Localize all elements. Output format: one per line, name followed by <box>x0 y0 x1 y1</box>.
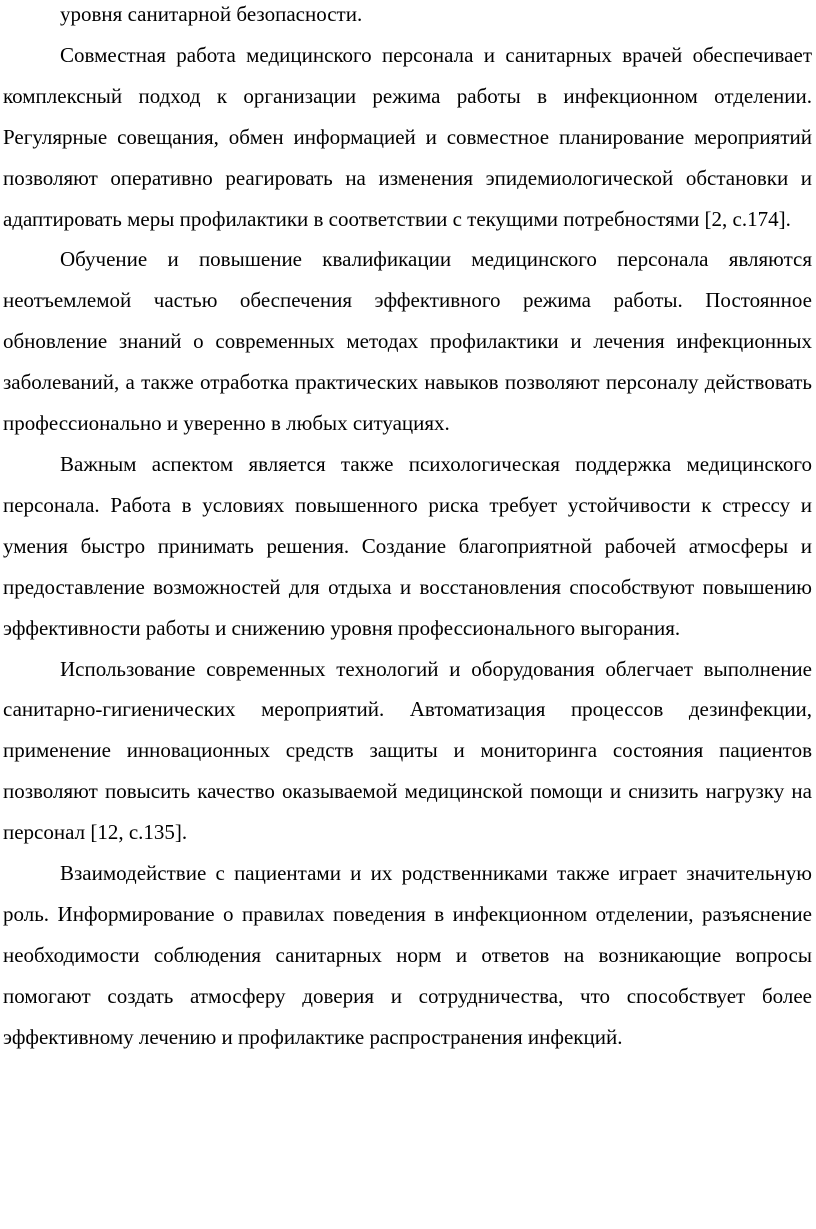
paragraph-technologies: Использование современных технологий и оборудования облегчает выполнение санитарно-гигиенических мероприятий. Автоматизация процессов дезинфекции, применение инновационных средств защиты и мониторинга состояния пациентов позволяют повысить качество оказываемой медицинской помощи и снизить нагрузку на персонал [12, с.135]. <box>3 656 812 845</box>
paragraph-patient-interaction: Взаимодействие с пациентами и их родственниками также играет значительную роль. Информирование о правилах поведения в инфекционном отделении, разъяснение необходимости соблюдения санитарных норм и ответов на возникающие вопросы помогают создать атмосферу доверия и сотрудничества, что способствует более эффективному лечению и профилактике распространения инфекций. <box>3 861 812 1049</box>
paragraph-psychological-support: Важным аспектом является также психологическая поддержка медицинского персонала. Работа в условиях повышенного риска требует устойчивости к стрессу и умения быстро принимать решения. Создание благоприятной рабочей атмосферы и предоставление возможностей для отдыха и восстановления способствуют повышению эффективности работы и снижению уровня профессионального выгорания. <box>3 451 812 640</box>
paragraph-training: Обучение и повышение квалификации медицинского персонала являются неотъемлемой частью обеспечения эффективного режима работы. Постоянное обновление знаний о современных методах профилактики и лечения инфекционных заболеваний, а также отработка практических навыков позволяют персоналу действовать профессионально и уверенно в любых ситуациях. <box>3 247 812 436</box>
paragraph-cooperation: Совместная работа медицинского персонала и санитарных врачей обеспечивает комплексный подход к организации режима работы в инфекционном отделении. Регулярные совещания, обмен информацией и совместное планирование мероприятий позволяют оперативно реагировать на изменения эпидемиологической обстановки и адаптировать меры профилактики в соответствии с текущими потребностями [2, с.174]. <box>3 42 812 231</box>
paragraph-continuation: уровня санитарной безопасности. <box>60 2 363 26</box>
